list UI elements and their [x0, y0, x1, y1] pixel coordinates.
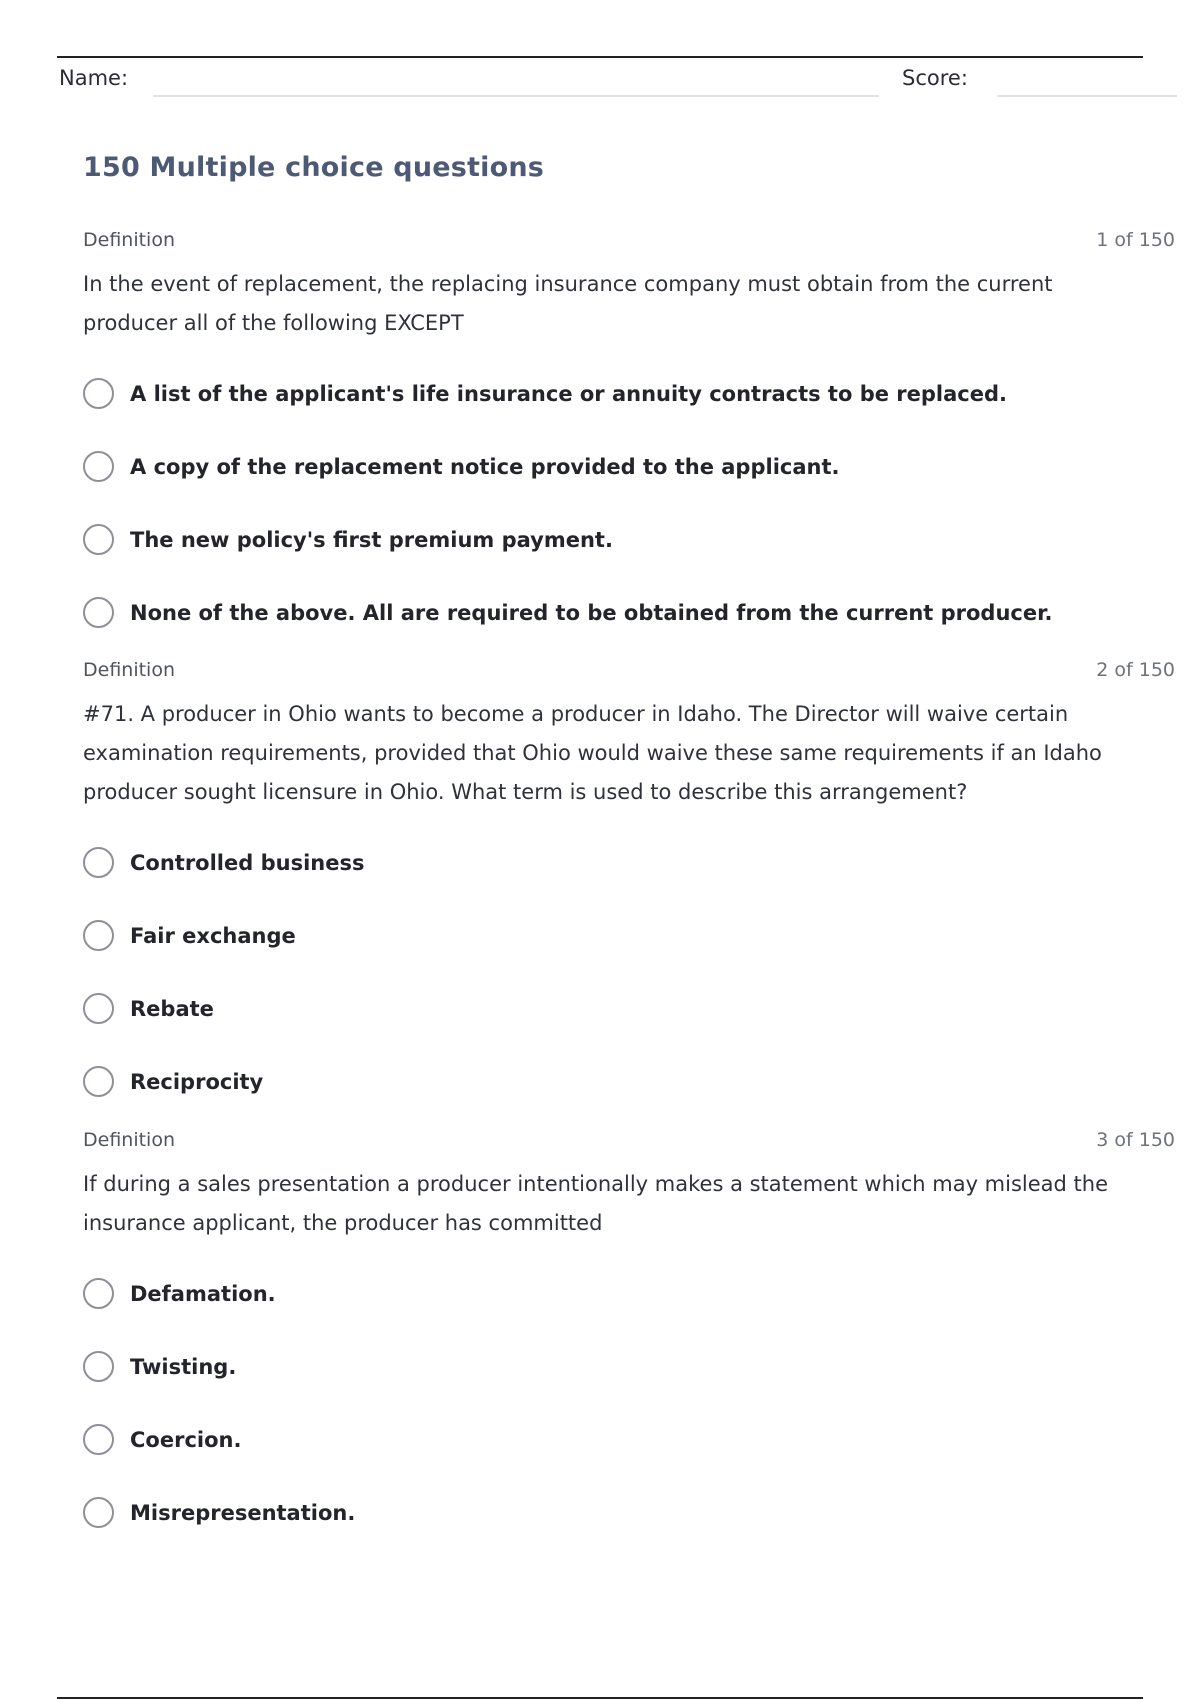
radio-button[interactable] — [83, 1066, 114, 1097]
question-text: #71. A producer in Ohio wants to become a producer in Idaho. The Director will waive certain examination requirements, provided that Ohio would waive these same requirements if an Idaho producer sought licensure in Ohio. What term is used to describe this arrangement? — [83, 702, 1102, 804]
answer-options — [83, 1257, 1175, 1549]
question-text: In the event of replacement, the replacing insurance company must obtain from the current producer all of the following EXCEPT — [83, 272, 1053, 335]
name-label: Name: — [59, 66, 129, 90]
top-rule — [57, 56, 1143, 58]
answer-option[interactable] — [83, 1045, 1175, 1118]
question-counter: 3 of 150 — [1096, 1129, 1175, 1151]
option-label: Controlled business — [130, 850, 365, 875]
radio-button[interactable] — [83, 1278, 114, 1309]
question-counter: 2 of 150 — [1096, 659, 1175, 681]
answer-option[interactable] — [83, 357, 1175, 430]
page-title: 150 Multiple choice questions — [83, 152, 545, 183]
answer-option[interactable] — [83, 1257, 1175, 1330]
question-type: Definition — [83, 659, 176, 681]
answer-option[interactable] — [83, 576, 1175, 649]
option-label: Defamation. — [130, 1281, 276, 1306]
answer-option[interactable] — [83, 430, 1175, 503]
question-3 — [83, 1129, 1175, 1549]
option-label: The new policy's first premium payment. — [130, 527, 613, 552]
radio-button[interactable] — [83, 847, 114, 878]
answer-option[interactable] — [83, 826, 1175, 899]
option-label: A copy of the replacement notice provided to the applicant. — [130, 454, 840, 479]
radio-button[interactable] — [83, 451, 114, 482]
question-2 — [83, 659, 1175, 1118]
answer-options — [83, 826, 1175, 1118]
name-field[interactable] — [153, 95, 879, 97]
question-1 — [83, 229, 1175, 649]
option-label: Misrepresentation. — [130, 1500, 356, 1525]
option-label: Reciprocity — [130, 1069, 264, 1094]
radio-button[interactable] — [83, 920, 114, 951]
answer-option[interactable] — [83, 972, 1175, 1045]
question-text: If during a sales presentation a producer intentionally makes a statement which may mislead the insurance applicant, the producer has committed — [83, 1172, 1109, 1235]
question-type: Definition — [83, 1129, 176, 1151]
answer-option[interactable] — [83, 1476, 1175, 1549]
radio-button[interactable] — [83, 993, 114, 1024]
option-label: Fair exchange — [130, 923, 296, 948]
radio-button[interactable] — [83, 597, 114, 628]
question-counter: 1 of 150 — [1096, 229, 1175, 251]
option-label: None of the above. All are required to be obtained from the current producer. — [130, 600, 1053, 625]
bottom-rule — [57, 1697, 1143, 1699]
score-field[interactable] — [997, 95, 1177, 97]
option-label: Rebate — [130, 996, 214, 1021]
radio-button[interactable] — [83, 1497, 114, 1528]
answer-option[interactable] — [83, 503, 1175, 576]
answer-option[interactable] — [83, 899, 1175, 972]
option-label: A list of the applicant's life insurance or annuity contracts to be replaced. — [130, 381, 1007, 406]
radio-button[interactable] — [83, 1351, 114, 1382]
radio-button[interactable] — [83, 378, 114, 409]
question-type: Definition — [83, 229, 176, 251]
answer-option[interactable] — [83, 1403, 1175, 1476]
radio-button[interactable] — [83, 524, 114, 555]
score-label: Score: — [902, 66, 968, 90]
option-label: Twisting. — [130, 1354, 237, 1379]
answer-option[interactable] — [83, 1330, 1175, 1403]
answer-options — [83, 357, 1175, 649]
radio-button[interactable] — [83, 1424, 114, 1455]
option-label: Coercion. — [130, 1427, 242, 1452]
